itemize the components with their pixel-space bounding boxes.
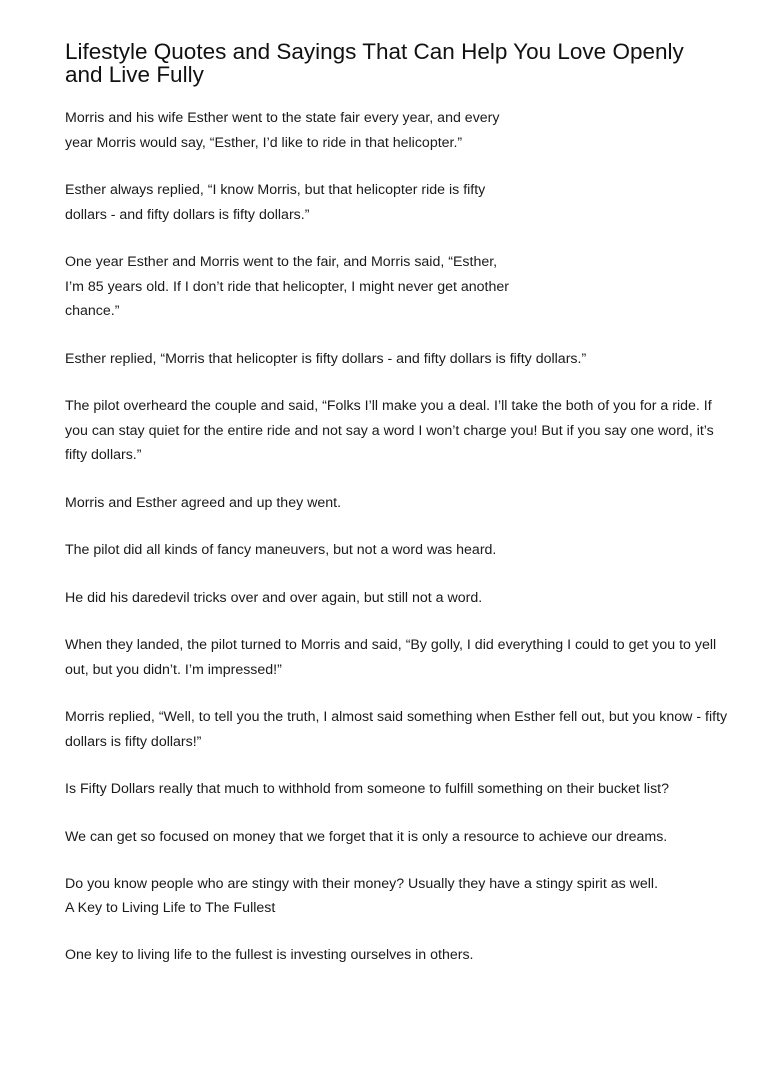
paragraph-5: The pilot overheard the couple and said, “Folks I’ll make you a deal. I’ll take the both of you for a ride. If you can stay quiet for the entire ride and not say a word I won’t charge you! But if you say one word, it’s fifty dollars.” (65, 398, 714, 463)
paragraph-7: The pilot did all kinds of fancy maneuvers, but not a word was heard. (65, 542, 497, 558)
paragraph-3: One year Esther and Morris went to the fair, and Morris said, “Esther, I’m 85 years old. If I don’t ride that helicopter, I might never get another chance.” (65, 254, 509, 319)
paragraph-2: Esther always replied, “I know Morris, but that helicopter ride is fifty dollars - and fifty dollars is fifty dollars.” (65, 182, 486, 223)
paragraph-10: Morris replied, “Well, to tell you the truth, I almost said something when Esther fell out, but you know - fifty dollars is fifty dollars!” (65, 709, 728, 750)
paragraph-4: Esther replied, “Morris that helicopter is fifty dollars - and fifty dollars is fifty dollars.” (65, 350, 587, 367)
paragraph-6: Morris and Esther agreed and up they went. (65, 494, 342, 511)
document-title: Lifestyle Quotes and Sayings That Can Help You Love Openly and Live Fully (65, 39, 684, 87)
paragraph-8: He did his daredevil tricks over and over again, but still not a word. (65, 589, 483, 606)
paragraph-1: Morris and his wife Esther went to the state fair every year, and every year Morris would say, “Esther, I’d like to ride in that helicopter.” (65, 110, 500, 151)
section-paragraph-1: One key to living life to the fullest is investing ourselves in others. (65, 946, 474, 963)
paragraph-13: Do you know people who are stingy with their money? Usually they have a stingy spirit as well. (65, 876, 659, 892)
paragraph-12: We can get so focused on money that we forget that it is only a resource to achieve our dreams. (65, 828, 668, 845)
section-heading: A Key to Living Life to The Fullest (65, 899, 276, 916)
paragraph-9: When they landed, the pilot turned to Morris and said, “By golly, I did everything I could to get you to yell out, but you didn’t. I’m impressed!” (65, 637, 717, 678)
paragraph-11: Is Fifty Dollars really that much to withhold from someone to fulfill something on their bucket list? (65, 781, 670, 797)
